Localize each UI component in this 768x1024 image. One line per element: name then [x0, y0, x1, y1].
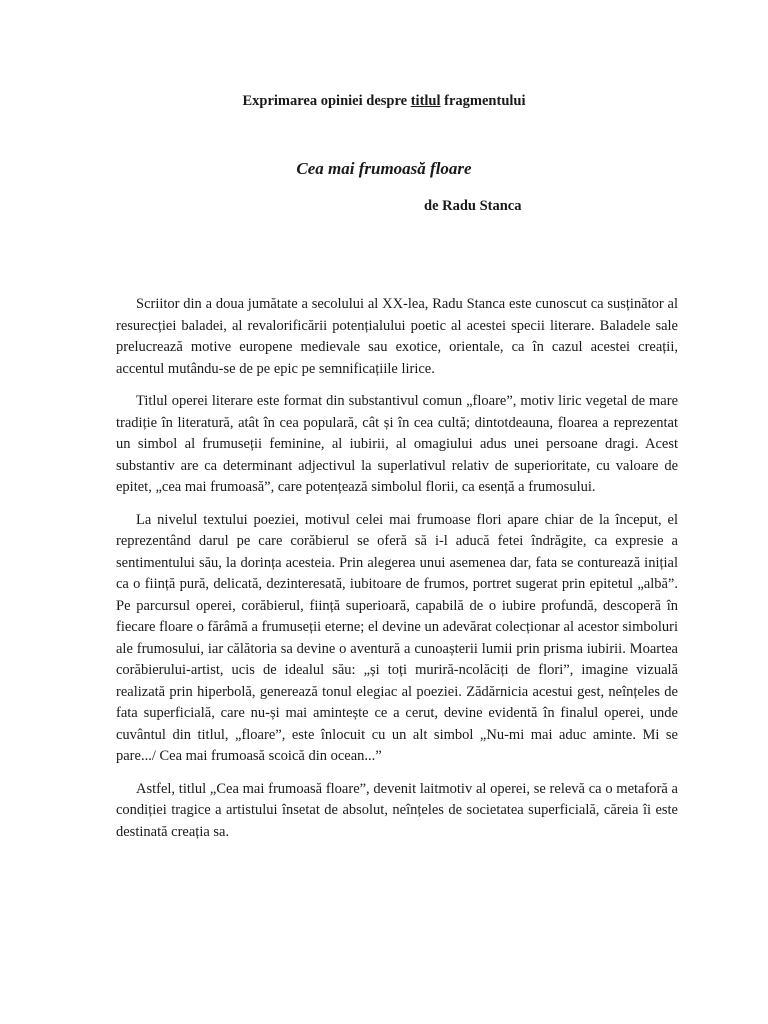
paragraph-3: La nivelul textului poeziei, motivul celei mai frumoase flori apare chiar de la început, el reprezentând darul pe care corăbierul se oferă să i-l aducă fetei îndrăgite, ca expresie a sentimentului său, la dorința acesteia. Prin alegerea unui asemenea dar, fata se conturează inițial ca o ființă pură, delicată, dezinteresată, iubitoare de frumos, portret sugerat prin epitetul „albă”. Pe parcursul operei, corăbierul, ființă superioară, capabilă de o iubire profundă, descoperă în fiecare floare o fărâmă a frumuseții eterne; el devine un adevărat colecționar al acestor simboluri ale frumosului, iar călătoria sa devine o aventură a cunoașterii lumii prin prisma iubirii. Moartea corăbierului-artist, ucis de idealul său: „și toți murіră-ncolăciți de flori”, imagine vizuală realizată prin hiperbolă, generează tonul elegiac al poeziei. Zădărnicia acestui gest, neînțeles de fata superficială, care nu-și mai amintește ce a cerut, devine evidentă în finalul operei, unde cuvântul din titlul, „floare”, este înlocuit cu un alt simbol „Nu-mi mai aduc aminte. Mi se pare.../ Cea mai frumoasă scoică din ocean...”	[116, 511, 678, 764]
poem-author: de Radu Stanca	[424, 198, 522, 214]
document-heading	[0, 93, 768, 110]
paragraph-1: Scriitor din a doua jumătate a secolului al XX-lea, Radu Stanca este cunoscut ca susținător al resurecției baladei, al revalorificării potențialului poetic al acestei specii literare. Baladele sale prelucrează motive europene medievale sau exotice, orientale, ca în cazul acestei creații, accentul mutându-se de pe epic pe semnificațiile lirice.	[116, 296, 678, 377]
paragraph-4: Astfel, titlul „Cea mai frumoasă floare”, devenit laitmotiv al operei, se relevă ca o metaforă a condiției tragice a artistului însetat de absolut, neînțeles de societatea superficială, căreia îi este destinată creația sa.	[116, 780, 678, 840]
poem-title: Cea mai frumoasă floare	[296, 159, 472, 178]
heading-text-end: fragmentului	[440, 93, 526, 109]
paragraph-2: Titlul operei literare este format din substantivul comun „floare”, motiv liric vegetal de mare tradiție în literatură, atât în cea populară, cât și în cea cultă; dintotdeauna, floarea a reprezentat un simbol al frumuseții feminine, al iubirii, al omagiului adus unei persoane dragi. Acest substantiv are ca determinant adjectivul la superlativul relativ de superioritate, cu valoare de epitet, „cea mai frumoasă”, care potențează simbolul florii, ca esență a frumosului.	[116, 393, 678, 495]
heading-underlined-word: titlul	[410, 93, 441, 109]
heading-text-start: Exprimarea opiniei despre	[242, 93, 411, 109]
essay-body	[116, 294, 678, 854]
